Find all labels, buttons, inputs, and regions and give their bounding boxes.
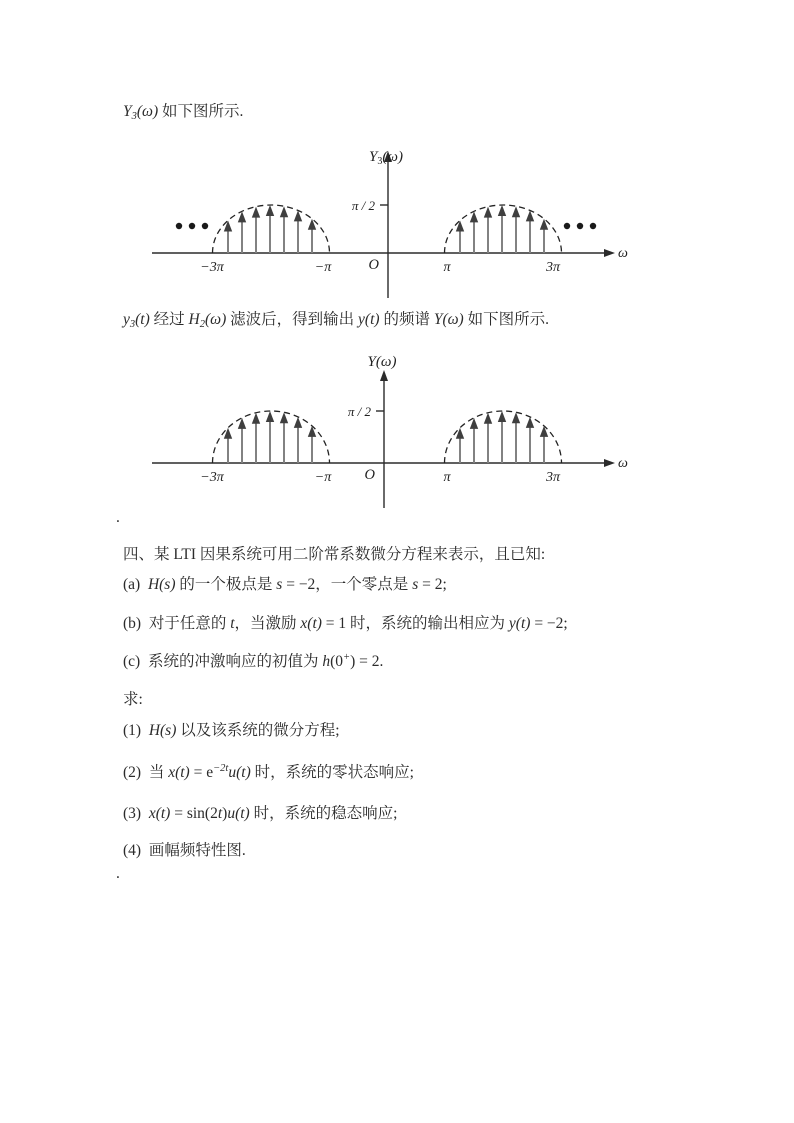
math-inline: h [322,653,331,670]
origin-label: O [368,257,379,273]
text-run: (2) 当 [123,764,169,781]
math-inline: u(t) [227,805,250,822]
math-inline: s [276,576,283,593]
text-run: = 1 时，系统的输出相应为 [321,615,509,632]
text-run: 的一个极点是 [175,576,277,593]
tick-label: −3π [200,260,224,275]
subscript: 3 [131,111,137,122]
math-inline: t [217,805,223,822]
math-inline: (ω) [205,311,227,328]
tick-label: π [443,260,451,275]
paragraph-qiu [123,690,143,710]
math-inline: Y(ω) [433,311,464,328]
impulse-arrowhead [252,413,260,424]
x-axis-arrowhead [604,249,615,257]
impulse-arrowhead [540,426,548,437]
impulse-arrowhead [266,205,274,216]
subscript: 3 [129,319,136,330]
impulse-arrowhead [224,428,232,439]
ellipsis-dot [176,223,182,229]
paragraph-item-c [123,651,383,672]
text-run: 经过 [149,311,189,328]
ellipsis-dot [202,223,208,229]
impulse-arrowhead [512,412,520,423]
tick-label: −3π [200,470,224,485]
paragraph-line1 [123,102,243,124]
text-run: 滤波后，得到输出 [226,311,359,328]
paragraph-q3 [123,804,397,824]
math-inline: t [230,615,235,632]
origin-label: O [364,467,375,483]
text-run: (1) [123,722,149,739]
paragraph-item-a [123,575,447,595]
paragraph-q2 [123,762,414,783]
y-axis-arrowhead [380,370,388,381]
math-inline: s [412,576,419,593]
impulse-arrowhead [280,412,288,423]
text-run: = −2; [530,615,568,632]
paragraph-line2 [123,310,549,332]
pi-over-2-label: π / 2 [347,404,371,419]
stray-dot [116,508,120,528]
text-run: = −2，一个零点是 [282,576,413,593]
subscript: 2 [199,319,205,330]
math-inline: u(t) [228,764,251,781]
figure-spectrum-y [140,350,660,515]
text-run: (0 [330,653,344,670]
math-inline: x(t) [300,615,322,632]
tick-label: −π [314,470,332,485]
figure-title: Y(ω) [367,354,397,370]
figure-title: $Y_3(\omega)$ [369,149,403,167]
math-inline: (ω) [136,103,159,120]
paragraph-item-b [123,614,568,634]
ellipsis-dot [577,223,583,229]
ellipsis-dot [564,223,570,229]
ellipsis-dot [590,223,596,229]
impulse-arrowhead [308,426,316,437]
text-run: 时，系统的零状态响应; [250,764,414,781]
pi-over-2-label: π / 2 [351,198,375,213]
text-run: (b) 对于任意的 [123,615,231,632]
impulse-arrowhead [526,417,534,428]
text-run: 求: [123,691,143,708]
text-run: (4) 画幅频特性图. [123,842,246,859]
impulse-arrowhead [456,220,464,231]
math-inline: Y [123,103,132,120]
impulse-arrowhead [294,417,302,428]
impulse-arrowhead [224,220,232,231]
text-run: ，当激励 [234,615,301,632]
text-run: . [116,865,120,882]
math-inline: x(t) [148,805,171,822]
ellipsis-dot [189,223,195,229]
text-run: ) = 2. [350,653,384,670]
impulse-arrowhead [498,205,506,216]
paragraph-q1 [123,721,340,741]
tick-label: 3π [545,260,561,275]
text-run: (3) [123,805,149,822]
x-axis-arrowhead [604,459,615,467]
text-run: = 2; [418,576,447,593]
text-run: = sin(2 [170,805,218,822]
math-inline: y(t) [358,311,380,328]
impulse-arrowhead [512,206,520,217]
text-run: 的频谱 [379,311,434,328]
figure-spectrum-y3 [140,145,660,305]
impulse-arrowhead [308,219,316,230]
math-inline: x(t) [168,764,190,781]
impulse-arrowhead [280,206,288,217]
impulse-arrowhead [484,413,492,424]
paragraph-sec4 [123,545,545,565]
impulse-arrowhead [484,207,492,218]
impulse-arrowhead [456,428,464,439]
math-inline: (t) [135,311,150,328]
tick-label: 3π [545,470,561,485]
impulse-arrowhead [266,411,274,422]
math-inline: H(s) [147,576,176,593]
text-run: 如下图所示. [158,103,244,120]
text-run: 以及该系统的微分方程; [176,722,340,739]
math-inline: y [123,311,130,328]
math-inline: y(t) [508,615,531,632]
impulse-arrowhead [498,411,506,422]
omega-axis-label: ω [618,456,628,471]
text-run: . [116,509,120,526]
impulse-arrowhead [540,219,548,230]
math-inline: H [188,311,200,328]
text-run: (c) 系统的冲激响应的初值为 [123,653,323,670]
stray-dot [116,864,120,884]
text-run: ) [222,805,228,822]
text-run: 时，系统的稳态响应; [249,805,398,822]
tick-label: −π [314,260,332,275]
text-run: (a) [123,576,148,593]
omega-axis-label: ω [618,246,628,261]
text-run: 四、某 LTI 因果系统可用二阶常系数微分方程来表示，且已知: [123,546,546,563]
superscript: + [343,652,351,663]
paragraph-q4 [123,841,246,861]
math-inline: H(s) [148,722,177,739]
superscript: −2t [213,763,229,774]
text-run: = e [189,764,214,781]
impulse-arrowhead [252,207,260,218]
text-run: 如下图所示. [463,311,549,328]
tick-label: π [443,470,451,485]
